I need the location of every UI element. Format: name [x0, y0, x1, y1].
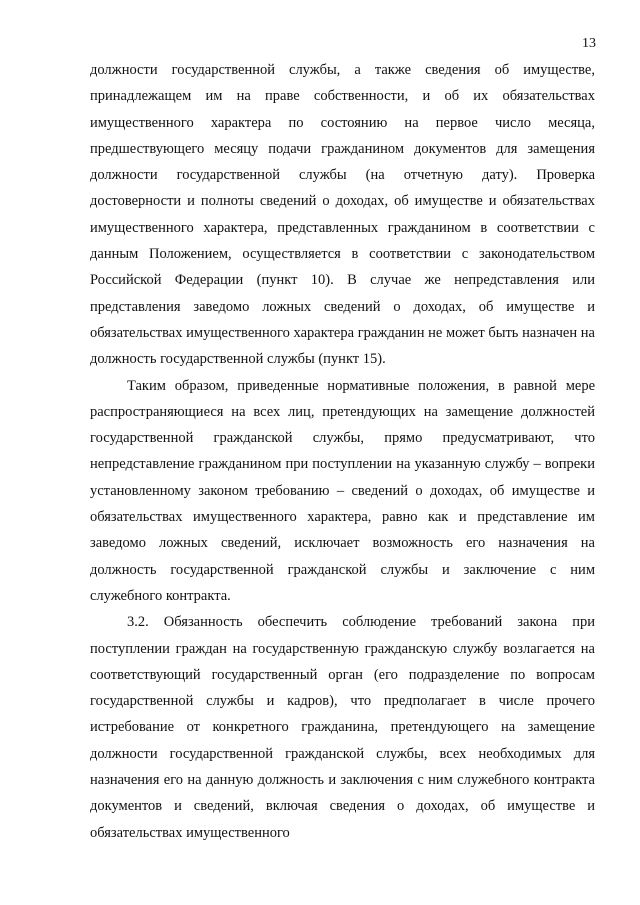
- paragraph-conclusion: Таким образом, приведенные нормативные положения, в равной мере распространяющиеся на всех лиц, претендующих на замещение должностей государственной гражданской службы, прямо предусматривают, что непредставление гражданином при поступлении на указанную службу – вопреки установленному законом требованию – сведений о доходах, об имуществе и обязательствах имущественного характера, равно как и представление им заведомо ложных сведений, исключает возможность его назначения на должность государственной гражданской службы и заключение с ним служебного контракта.: [90, 377, 595, 604]
- page-number: 13: [582, 36, 596, 51]
- paragraph-section-3-2: 3.2. Обязанность обеспечить соблюдение требований закона при поступлении граждан на государственную гражданскую службу возлагается на соответствующий государственный орган (его подразделение по вопросам государственной службы и кадров), что предполагает в числе прочего истребование от конкретного гражданина, претендующего на замещение должности государственной гражданской службы, всех необходимых для назначения его на данную должность и заключения с ним служебного контракта документов и сведений, включая сведения о доходах, об имуществе и обязательствах имущественного: [90, 614, 595, 841]
- paragraph-continuation: должности государственной службы, а также сведения об имуществе, принадлежащем им на праве собственности, и об их обязательствах имущественного характера по состоянию на первое число месяца, предшествующего месяцу подачи гражданином документов для замещения должности государственной службы (на отчетную дату). Проверка достоверности и полноты сведений о доходах, об имуществе и обязательствах имущественного характера, представленных гражданином в соответствии с данным Положением, осуществляется в соответствии с законодательством Российской Федерации (пункт 10). В случае же непредставления или представления заведомо ложных сведений о доходах, об имуществе и обязательствах имущественного характера гражданин не может быть назначен на должность государственной службы (пункт 15).: [90, 62, 595, 368]
- document-body: [90, 57, 595, 846]
